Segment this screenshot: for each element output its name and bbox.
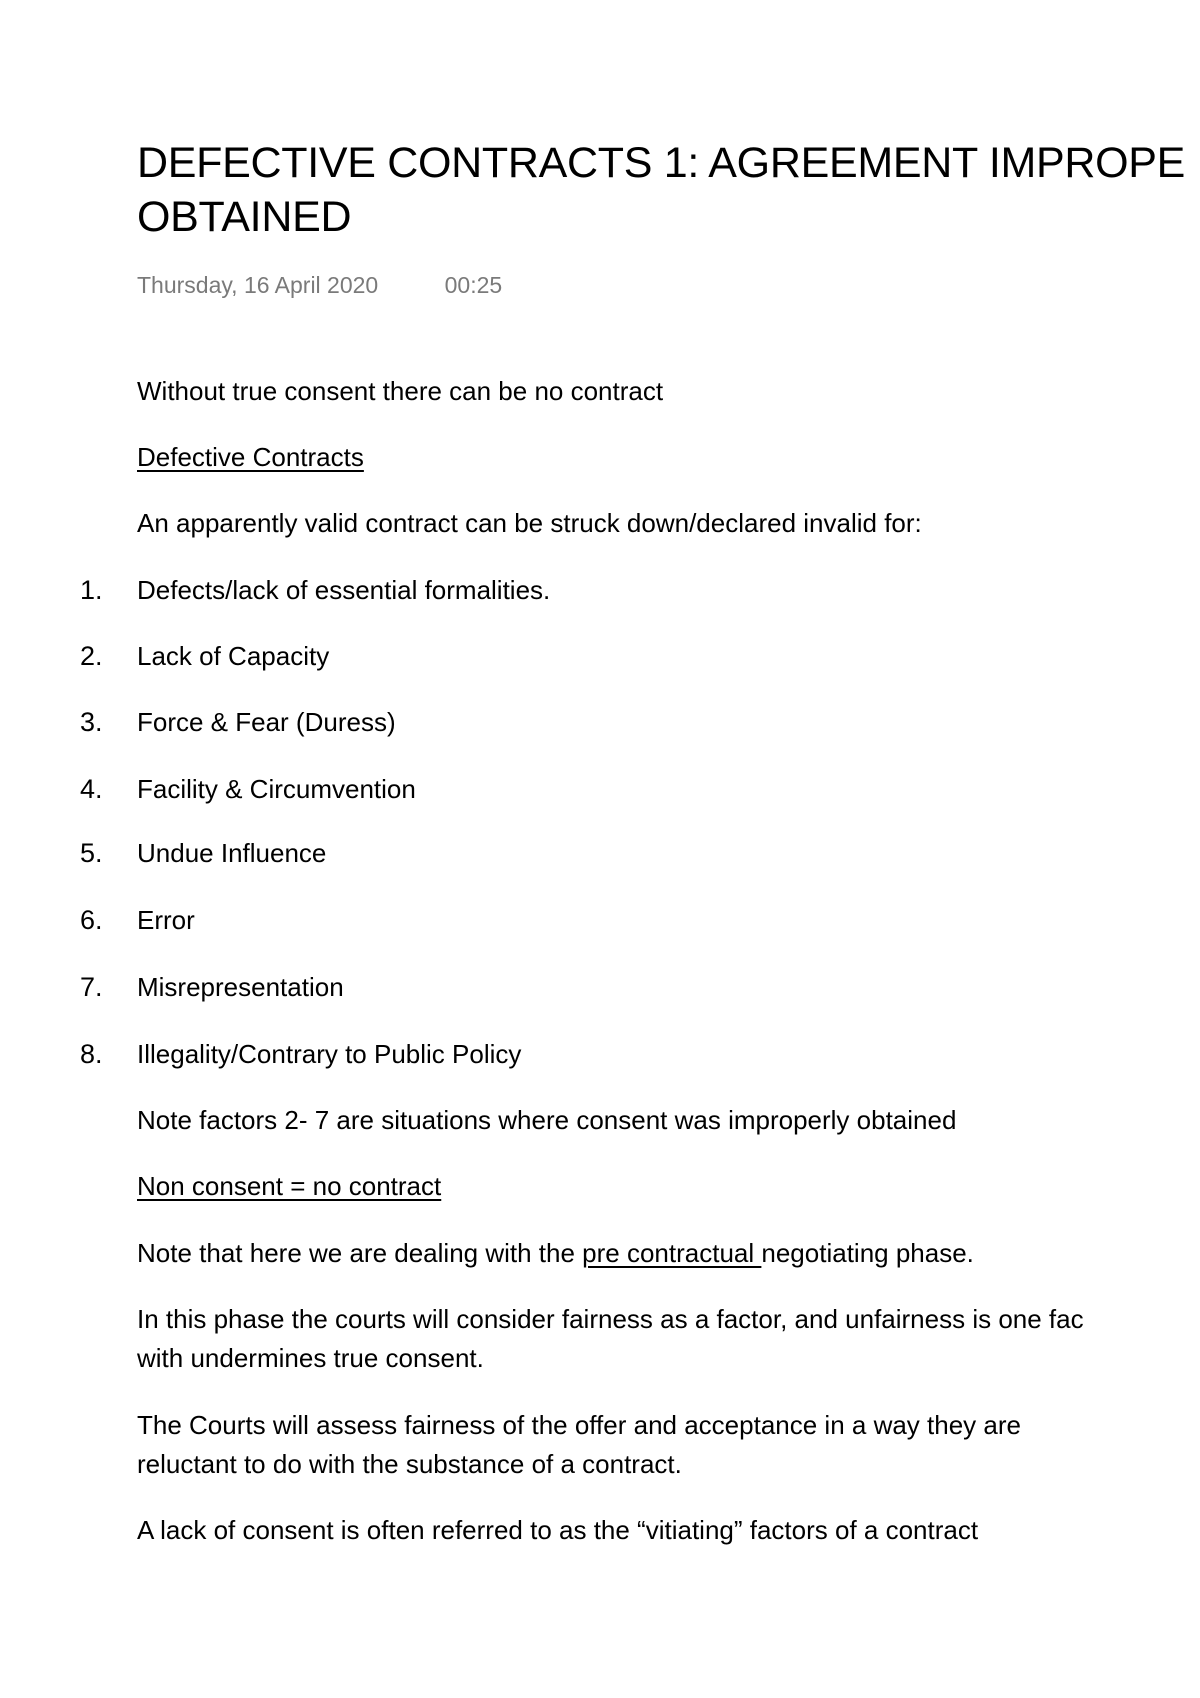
- list-item-number: 4.: [80, 774, 103, 804]
- list-item-text: Undue Influence: [137, 838, 327, 868]
- note-time: 00:25: [444, 272, 503, 298]
- note-date: Thursday, 16 April 2020: [137, 272, 379, 298]
- paragraph-text: negotiating phase.: [761, 1238, 974, 1268]
- list-item: [80, 968, 344, 1007]
- list-item: [80, 770, 416, 809]
- list-item-number: 2.: [80, 641, 103, 671]
- paragraph-text: Note that here we are dealing with the: [137, 1238, 583, 1268]
- list-item-number: 6.: [80, 905, 103, 935]
- list-item: [80, 1035, 521, 1074]
- list-item-text: Error: [137, 905, 195, 935]
- page-title: [137, 136, 1200, 244]
- section-heading-text: Defective Contracts: [137, 442, 364, 472]
- list-item-text: Illegality/Contrary to Public Policy: [137, 1039, 522, 1069]
- list-item-number: 8.: [80, 1039, 103, 1069]
- list-item: [80, 901, 195, 940]
- paragraph-pre-contractual: [137, 1234, 974, 1273]
- section-heading-text: Non consent = no contract: [137, 1171, 442, 1201]
- paragraph-struck-down: An apparently valid contract can be struck down/declared invalid for:: [137, 508, 922, 538]
- list-item: [80, 834, 326, 873]
- list-item-text: Facility & Circumvention: [137, 774, 416, 804]
- section-heading-defective-contracts: [137, 438, 364, 477]
- list-item: [80, 571, 550, 610]
- list-item-text: Defects/lack of essential formalities.: [137, 575, 551, 605]
- paragraph-consent: Without true consent there can be no contract: [137, 376, 664, 406]
- list-item-number: 3.: [80, 707, 103, 737]
- list-item-number: 7.: [80, 972, 103, 1002]
- note-timestamp: [137, 272, 502, 299]
- list-item: [80, 637, 329, 676]
- paragraph-line: The Courts will assess fairness of the offer and acceptance in a way they are: [137, 1410, 1021, 1440]
- page-title-line-1: DEFECTIVE CONTRACTS 1: AGREEMENT IMPROPE: [137, 139, 1186, 187]
- paragraph-line: In this phase the courts will consider fairness as a factor, and unfairness is one fac: [137, 1304, 1084, 1334]
- list-item: [80, 703, 396, 742]
- paragraph-courts-assess: [137, 1406, 1021, 1484]
- paragraph-line: with undermines true consent.: [137, 1343, 484, 1373]
- page-title-line-2: OBTAINED: [137, 193, 352, 241]
- list-item-number: 1.: [80, 575, 103, 605]
- list-item-text: Force & Fear (Duress): [137, 707, 396, 737]
- paragraph-fairness: [137, 1300, 1084, 1378]
- section-heading-non-consent: [137, 1167, 441, 1206]
- paragraph-vitiating: A lack of consent is often referred to as the “vitiating” factors of a contract: [137, 1515, 979, 1545]
- list-item-text: Misrepresentation: [137, 972, 344, 1002]
- list-item-text: Lack of Capacity: [137, 641, 330, 671]
- paragraph-line: reluctant to do with the substance of a contract.: [137, 1449, 682, 1479]
- list-item-number: 5.: [80, 838, 103, 868]
- pre-contractual-emphasis: pre contractual: [582, 1238, 762, 1268]
- paragraph-factors-note: Note factors 2- 7 are situations where consent was improperly obtained: [137, 1105, 957, 1135]
